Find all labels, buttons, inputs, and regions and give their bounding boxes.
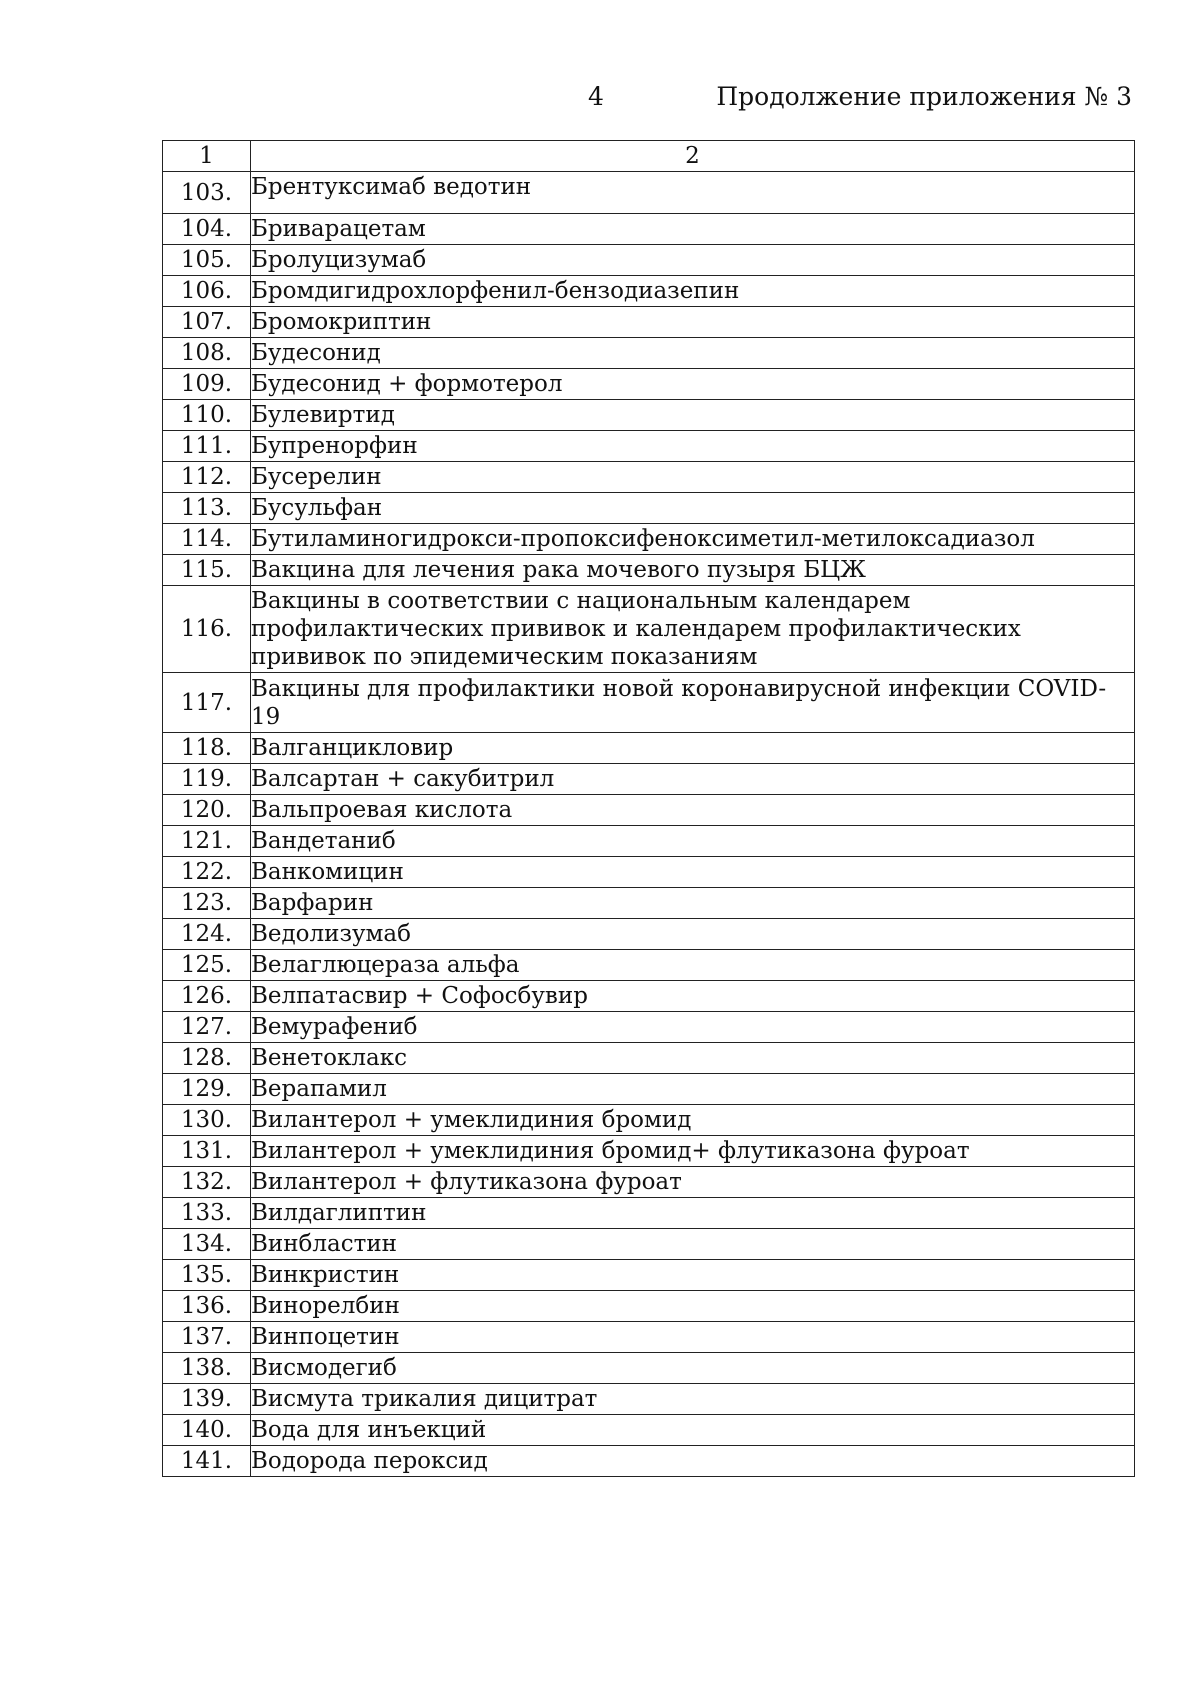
table-row <box>163 673 1135 733</box>
row-number: 115. <box>163 555 251 586</box>
drug-name: Ведолизумаб <box>251 919 1135 950</box>
table-row <box>163 1291 1135 1322</box>
table-row <box>163 950 1135 981</box>
continuation-title: Продолжение приложения № 3 <box>716 82 1132 111</box>
row-number: 132. <box>163 1167 251 1198</box>
row-number: 103. <box>163 172 251 214</box>
table-row <box>163 919 1135 950</box>
page-number: 4 <box>588 82 604 111</box>
table-row <box>163 214 1135 245</box>
row-number: 138. <box>163 1353 251 1384</box>
table-row <box>163 981 1135 1012</box>
table-row <box>163 826 1135 857</box>
drug-name: Велпатасвир + Софосбувир <box>251 981 1135 1012</box>
row-number: 122. <box>163 857 251 888</box>
table-row <box>163 1012 1135 1043</box>
table-row <box>163 555 1135 586</box>
table-row <box>163 795 1135 826</box>
drug-name: Вакцины для профилактики новой коронавирусной инфекции COVID-19 <box>251 673 1135 733</box>
drug-name: Винбластин <box>251 1229 1135 1260</box>
table-row <box>163 172 1135 214</box>
row-number: 125. <box>163 950 251 981</box>
table-row <box>163 1043 1135 1074</box>
row-number: 111. <box>163 431 251 462</box>
table-row <box>163 1384 1135 1415</box>
row-number: 105. <box>163 245 251 276</box>
drug-name: Винорелбин <box>251 1291 1135 1322</box>
row-number: 141. <box>163 1446 251 1477</box>
table-row <box>163 369 1135 400</box>
row-number: 109. <box>163 369 251 400</box>
table-row <box>163 586 1135 673</box>
drug-name: Винкристин <box>251 1260 1135 1291</box>
row-number: 118. <box>163 733 251 764</box>
table-row <box>163 1353 1135 1384</box>
drug-name: Бутиламиногидрокси-пропоксифеноксиметил-метилоксадиазол <box>251 524 1135 555</box>
table-row <box>163 1260 1135 1291</box>
drug-name: Бромдигидрохлорфенил-бензодиазепин <box>251 276 1135 307</box>
row-number: 113. <box>163 493 251 524</box>
row-number: 121. <box>163 826 251 857</box>
table-row <box>163 524 1135 555</box>
row-number: 119. <box>163 764 251 795</box>
row-number: 130. <box>163 1105 251 1136</box>
row-number: 135. <box>163 1260 251 1291</box>
table-row <box>163 493 1135 524</box>
drug-name: Велаглюцераза альфа <box>251 950 1135 981</box>
row-number: 139. <box>163 1384 251 1415</box>
row-number: 129. <box>163 1074 251 1105</box>
drug-name: Венетоклакс <box>251 1043 1135 1074</box>
row-number: 140. <box>163 1415 251 1446</box>
drug-name: Бролуцизумаб <box>251 245 1135 276</box>
drug-name: Вилантерол + флутиказона фуроат <box>251 1167 1135 1198</box>
table-row <box>163 1446 1135 1477</box>
table-row <box>163 462 1135 493</box>
drug-name: Висмодегиб <box>251 1353 1135 1384</box>
drug-list-table <box>162 140 1135 1477</box>
table-row <box>163 431 1135 462</box>
drug-name: Вода для инъекций <box>251 1415 1135 1446</box>
table-row <box>163 1322 1135 1353</box>
drug-name: Вакцина для лечения рака мочевого пузыря БЦЖ <box>251 555 1135 586</box>
table-row <box>163 1198 1135 1229</box>
drug-name: Будесонид <box>251 338 1135 369</box>
row-number: 124. <box>163 919 251 950</box>
drug-name: Брентуксимаб ведотин <box>251 172 1135 214</box>
drug-name: Винпоцетин <box>251 1322 1135 1353</box>
row-number: 123. <box>163 888 251 919</box>
drug-name: Вилантерол + умеклидиния бромид+ флутиказона фуроат <box>251 1136 1135 1167</box>
table-row <box>163 245 1135 276</box>
drug-name: Бусерелин <box>251 462 1135 493</box>
drug-name: Валганцикловир <box>251 733 1135 764</box>
table-row <box>163 1229 1135 1260</box>
table-row <box>163 1415 1135 1446</box>
row-number: 133. <box>163 1198 251 1229</box>
row-number: 127. <box>163 1012 251 1043</box>
table-row <box>163 764 1135 795</box>
drug-name: Вилантерол + умеклидиния бромид <box>251 1105 1135 1136</box>
table-row <box>163 733 1135 764</box>
drug-name: Вемурафениб <box>251 1012 1135 1043</box>
table-row <box>163 1074 1135 1105</box>
drug-name: Бриварацетам <box>251 214 1135 245</box>
table-row <box>163 276 1135 307</box>
row-number: 104. <box>163 214 251 245</box>
drug-name: Бусульфан <box>251 493 1135 524</box>
row-number: 120. <box>163 795 251 826</box>
table-row <box>163 1136 1135 1167</box>
drug-name: Будесонид + формотерол <box>251 369 1135 400</box>
table-row <box>163 338 1135 369</box>
row-number: 136. <box>163 1291 251 1322</box>
drug-name: Варфарин <box>251 888 1135 919</box>
row-number: 134. <box>163 1229 251 1260</box>
drug-name: Бупренорфин <box>251 431 1135 462</box>
row-number: 114. <box>163 524 251 555</box>
row-number: 117. <box>163 673 251 733</box>
drug-name: Вальпроевая кислота <box>251 795 1135 826</box>
row-number: 112. <box>163 462 251 493</box>
row-number: 107. <box>163 307 251 338</box>
table-header-row <box>163 141 1135 172</box>
table-row <box>163 857 1135 888</box>
table-row <box>163 1167 1135 1198</box>
row-number: 110. <box>163 400 251 431</box>
table-row <box>163 400 1135 431</box>
drug-name: Вакцины в соответствии с национальным календарем профилактических прививок и календарем профилактических прививок по эпидемическим показаниям <box>251 586 1135 673</box>
drug-name: Водорода пероксид <box>251 1446 1135 1477</box>
column-header-number: 1 <box>163 141 251 172</box>
drug-name: Вилдаглиптин <box>251 1198 1135 1229</box>
drug-name: Висмута трикалия дицитрат <box>251 1384 1135 1415</box>
row-number: 108. <box>163 338 251 369</box>
row-number: 137. <box>163 1322 251 1353</box>
table-row <box>163 307 1135 338</box>
row-number: 126. <box>163 981 251 1012</box>
row-number: 116. <box>163 586 251 673</box>
row-number: 131. <box>163 1136 251 1167</box>
drug-name: Ванкомицин <box>251 857 1135 888</box>
drug-name: Вандетаниб <box>251 826 1135 857</box>
drug-name: Верапамил <box>251 1074 1135 1105</box>
drug-name: Бромокриптин <box>251 307 1135 338</box>
drug-name: Булевиртид <box>251 400 1135 431</box>
row-number: 128. <box>163 1043 251 1074</box>
drug-name: Валсартан + сакубитрил <box>251 764 1135 795</box>
table-row <box>163 1105 1135 1136</box>
column-header-name: 2 <box>251 141 1135 172</box>
row-number: 106. <box>163 276 251 307</box>
table-row <box>163 888 1135 919</box>
